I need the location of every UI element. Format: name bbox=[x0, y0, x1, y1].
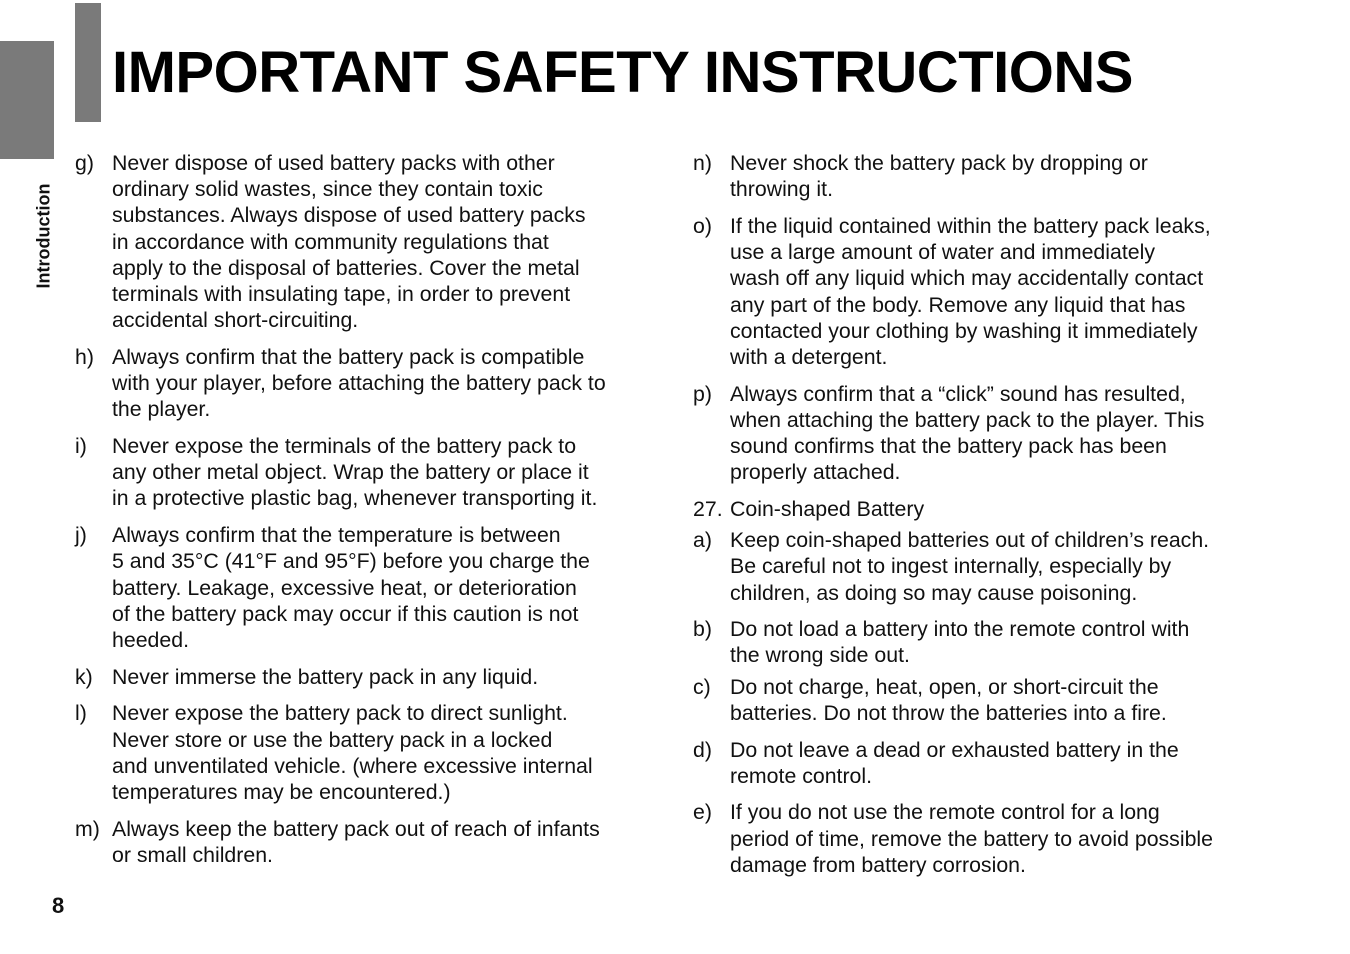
list-item-text bbox=[112, 700, 665, 805]
text-line: terminals with insulating tape, in order to prevent bbox=[112, 282, 571, 307]
text-line: throwing it. bbox=[730, 177, 833, 202]
text-line: Be careful not to ingest internally, especially by bbox=[730, 554, 1172, 579]
list-item bbox=[75, 150, 665, 333]
list-item-text bbox=[112, 433, 665, 512]
text-line: substances. Always dispose of used battery packs bbox=[112, 203, 586, 228]
list-item-marker: p) bbox=[693, 381, 712, 406]
list-item-text bbox=[730, 799, 1293, 878]
list-item-marker: j) bbox=[75, 523, 87, 548]
list-item bbox=[693, 213, 1293, 370]
text-line: with your player, before attaching the battery pack to bbox=[112, 371, 606, 396]
list-item bbox=[75, 433, 665, 512]
text-line: children, as doing so may cause poisoning. bbox=[730, 580, 1138, 605]
text-line: Do not load a battery into the remote control with bbox=[730, 617, 1190, 642]
list-item bbox=[75, 344, 665, 423]
list-item bbox=[75, 664, 665, 690]
text-line: Never shock the battery pack by dropping or bbox=[730, 151, 1148, 175]
list-item-marker: a) bbox=[693, 528, 712, 553]
section-label: Introduction bbox=[33, 183, 54, 289]
text-line: wash off any liquid which may accidentally contact bbox=[730, 266, 1204, 291]
text-line: apply to the disposal of batteries. Cover the metal bbox=[112, 255, 580, 280]
text-line: If the liquid contained within the battery pack leaks, bbox=[730, 213, 1211, 238]
text-line: or small children. bbox=[112, 842, 273, 867]
text-line: If you do not use the remote control for a long bbox=[730, 800, 1160, 825]
text-line: Never expose the battery pack to direct sunlight. bbox=[112, 701, 568, 726]
text-line: Coin-shaped Battery bbox=[730, 496, 925, 521]
list-item-marker: m) bbox=[75, 816, 100, 841]
text-line: remote control. bbox=[730, 763, 873, 788]
text-line: Never dispose of used battery packs with other bbox=[112, 151, 555, 175]
list-item-text bbox=[730, 150, 1293, 202]
text-line: the player. bbox=[112, 397, 211, 422]
list-item-text bbox=[730, 737, 1293, 789]
text-line: Do not leave a dead or exhausted battery in the bbox=[730, 737, 1179, 762]
text-line: accidental short-circuiting. bbox=[112, 308, 359, 333]
text-line: Keep coin-shaped batteries out of children’s reach. bbox=[730, 528, 1210, 553]
list-item bbox=[693, 616, 1293, 668]
right-column bbox=[693, 150, 1293, 889]
list-item-text bbox=[730, 527, 1293, 606]
list-item-text bbox=[730, 674, 1293, 726]
list-item-marker: i) bbox=[75, 434, 87, 459]
list-item bbox=[693, 674, 1293, 726]
text-line: temperatures may be encountered.) bbox=[112, 779, 451, 804]
text-line: use a large amount of water and immediately bbox=[730, 240, 1155, 265]
list-item-text bbox=[730, 381, 1293, 486]
text-line: and unventilated vehicle. (where excessive internal bbox=[112, 753, 593, 778]
text-line: contacted your clothing by washing it immediately bbox=[730, 318, 1198, 343]
section-tab bbox=[0, 41, 54, 159]
text-line: damage from battery corrosion. bbox=[730, 852, 1026, 877]
text-line: Always confirm that the temperature is between bbox=[112, 523, 561, 548]
text-line: Do not charge, heat, open, or short-circuit the bbox=[730, 674, 1159, 699]
list-item bbox=[693, 496, 1293, 522]
text-line: any other metal object. Wrap the battery or place it bbox=[112, 460, 589, 485]
list-item-text bbox=[112, 344, 665, 423]
list-item bbox=[693, 737, 1293, 789]
text-line: Always confirm that the battery pack is compatible bbox=[112, 344, 585, 369]
list-item bbox=[693, 150, 1293, 202]
list-item bbox=[75, 816, 665, 868]
text-line: in accordance with community regulations that bbox=[112, 229, 549, 254]
list-item-marker: c) bbox=[693, 674, 711, 699]
list-item bbox=[693, 799, 1293, 878]
text-line: Never immerse the battery pack in any liquid. bbox=[112, 664, 539, 689]
list-item-text bbox=[112, 816, 665, 868]
page-number: 8 bbox=[52, 893, 65, 918]
list-item-marker: l) bbox=[75, 701, 87, 726]
list-item-text bbox=[730, 213, 1293, 370]
text-line: 5 and 35°C (41°F and 95°F) before you charge the bbox=[112, 549, 590, 574]
list-item-text bbox=[112, 522, 665, 653]
list-item-marker: o) bbox=[693, 213, 712, 238]
text-line: heeded. bbox=[112, 627, 189, 652]
text-line: Never store or use the battery pack in a locked bbox=[112, 727, 553, 752]
text-line: properly attached. bbox=[730, 460, 901, 485]
list-item-text bbox=[112, 664, 665, 690]
text-line: the wrong side out. bbox=[730, 643, 910, 668]
page-title: IMPORTANT SAFETY INSTRUCTIONS bbox=[112, 40, 1133, 105]
list-item-marker: d) bbox=[693, 737, 712, 762]
text-line: battery. Leakage, excessive heat, or deterioration bbox=[112, 575, 577, 600]
text-line: any part of the body. Remove any liquid that has bbox=[730, 292, 1186, 317]
text-line: with a detergent. bbox=[730, 344, 888, 369]
list-item-marker: n) bbox=[693, 151, 712, 175]
list-item-text bbox=[112, 150, 665, 333]
list-item-marker: e) bbox=[693, 800, 712, 825]
list-item-marker: h) bbox=[75, 344, 94, 369]
list-item-text bbox=[730, 616, 1293, 668]
list-item bbox=[693, 381, 1293, 486]
text-line: in a protective plastic bag, whenever transporting it. bbox=[112, 486, 598, 511]
list-item-marker: b) bbox=[693, 617, 712, 642]
text-line: when attaching the battery pack to the player. This bbox=[730, 407, 1205, 432]
text-line: sound confirms that the battery pack has been bbox=[730, 434, 1167, 459]
text-line: of the battery pack may occur if this caution is not bbox=[112, 601, 579, 626]
text-line: Always keep the battery pack out of reach of infants bbox=[112, 816, 600, 841]
list-item bbox=[75, 522, 665, 653]
text-line: Always confirm that a “click” sound has resulted, bbox=[730, 381, 1186, 406]
text-line: ordinary solid wastes, since they contain toxic bbox=[112, 177, 543, 202]
text-line: Never expose the terminals of the battery pack to bbox=[112, 434, 577, 459]
list-item-marker: g) bbox=[75, 151, 94, 175]
list-item-text bbox=[730, 496, 1293, 522]
text-line: period of time, remove the battery to avoid possible bbox=[730, 826, 1213, 851]
list-item-marker: k) bbox=[75, 664, 93, 689]
list-item bbox=[693, 527, 1293, 606]
list-item-marker: 27. bbox=[693, 496, 723, 521]
list-item bbox=[75, 700, 665, 805]
title-accent-bar bbox=[75, 3, 101, 122]
text-line: batteries. Do not throw the batteries into a fire. bbox=[730, 700, 1167, 725]
left-column bbox=[75, 150, 665, 879]
